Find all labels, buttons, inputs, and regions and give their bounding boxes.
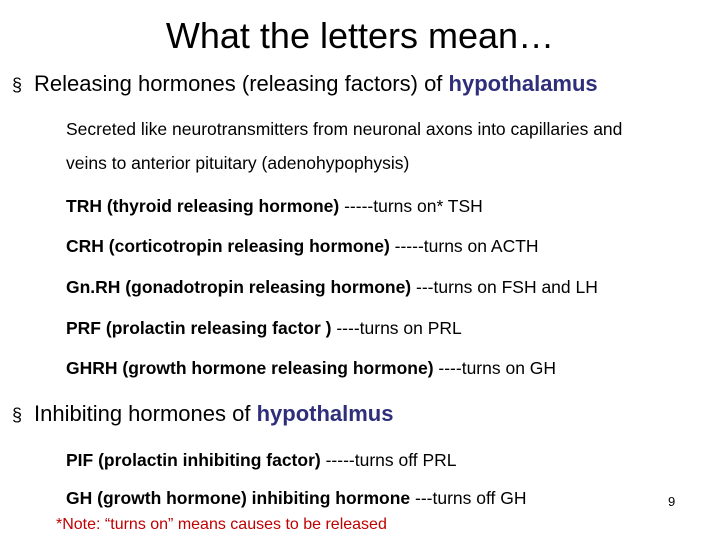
sub-line-rest: Secreted like neurotransmitters from neuronal axons into capillaries and <box>66 119 623 139</box>
bullet-marker: § <box>12 405 23 425</box>
sub-line-rest: ----turns on GH <box>433 358 557 378</box>
sub-line <box>66 118 622 140</box>
sub-line-ghrh <box>66 357 556 379</box>
slide-title: What the letters mean… <box>165 15 555 56</box>
footnote: *Note: “turns on” means causes to be released <box>56 516 387 533</box>
bullet-lead-text: Releasing hormones (releasing factors) of <box>34 71 449 96</box>
sub-line-bold: GHRH (growth hormone releasing hormone) <box>66 358 434 378</box>
bullet-inhibiting-hormones <box>12 400 393 429</box>
bullet-keyword: hypothalmus <box>256 401 394 426</box>
sub-line-pif <box>66 449 457 471</box>
sub-line-bold: TRH (thyroid releasing hormone) <box>66 196 340 216</box>
sub-line-bold: GH (growth hormone) inhibiting hormone <box>66 488 411 508</box>
bullet-keyword: hypothalamus <box>448 71 598 96</box>
page-number: 9 <box>668 494 676 509</box>
sub-line-prf <box>66 317 462 339</box>
sub-line-rest: ---turns off GH <box>410 488 527 508</box>
bullet-marker: § <box>12 75 23 95</box>
sub-line-bold: PRF (prolactin releasing factor ) <box>66 318 332 338</box>
sub-line-rest: ---turns on FSH and LH <box>411 277 598 297</box>
sub-line-gnrh <box>66 276 598 298</box>
sub-line-rest: veins to anterior pituitary (adenohypophysis) <box>66 153 410 173</box>
sub-line-bold: Gn.RH (gonadotropin releasing hormone) <box>66 277 412 297</box>
sub-line-bold: PIF (prolactin inhibiting factor) <box>66 450 321 470</box>
bullet-lead-text: Inhibiting hormones of <box>34 401 257 426</box>
sub-line-trh <box>66 195 483 217</box>
sub-line-ghih <box>66 487 527 509</box>
bullet-releasing-hormones <box>12 70 598 99</box>
sub-line-rest: -----turns on* TSH <box>339 196 483 216</box>
sub-line-crh <box>66 235 539 257</box>
sub-line-bold: CRH (corticotropin releasing hormone) <box>66 236 390 256</box>
sub-line-rest: -----turns off PRL <box>320 450 457 470</box>
sub-line-rest: ----turns on PRL <box>331 318 462 338</box>
sub-line <box>66 152 409 174</box>
sub-line-rest: -----turns on ACTH <box>389 236 539 256</box>
